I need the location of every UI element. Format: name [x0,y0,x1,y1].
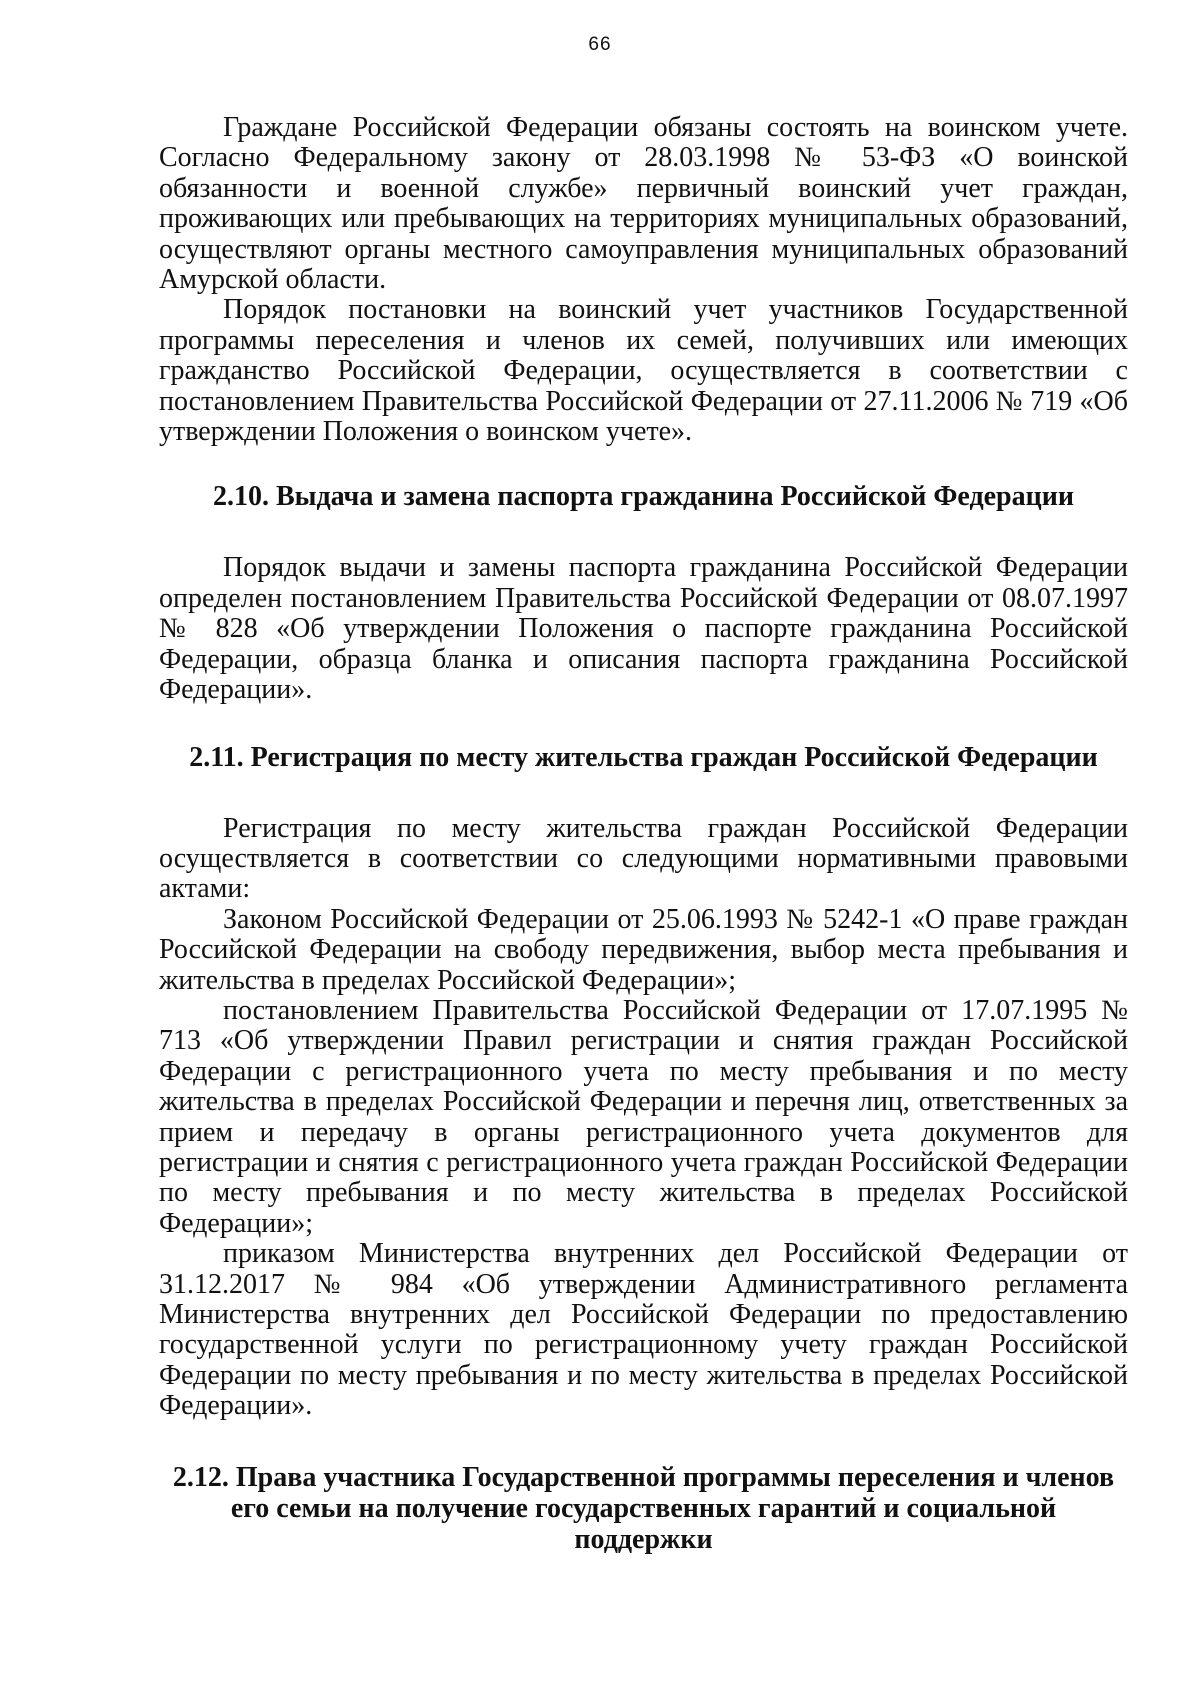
section-heading-2-11: 2.11. Регистрация по месту жительства граждан Российской Федерации [189,741,1098,773]
paragraph-registration-procedure: Порядок постановки на воинский учет участников Государственной программы переселения и членов их семей, получивших или имеющих гражданство Российской Федерации, осуществляется в соответствии с постановлением Правительства Российской Федерации от 27.11.2006 № 719 «Об утверждении Положения о воинском учете». [159,294,1128,448]
section-heading-2-10: 2.10. Выдача и замена паспорта гражданина Российской Федерации [212,481,1075,513]
section-heading-2-12: 2.12. Права участника Государственной программы переселения и членов его семьи на получение государственных гарантий и социальной поддержки [172,1461,1115,1555]
paragraph-resolution-713: постановлением Правительства Российской Федерации от 17.07.1995 № 713 «Об утверждении Правил регистрации и снятия граждан Российской Федерации с регистрационного учета по месту пребывания и по месту жительства в пределах Российской Федерации и перечня лиц, ответственных за прием и передачу в органы регистрационного учета документов для регистрации и снятия с регистрационного учета граждан Российской Федерации по месту пребывания и по месту жительства в пределах Российской Федерации»; [159,994,1128,1239]
document-body [159,113,1128,1555]
paragraph-law-5242-1: Законом Российской Федерации от 25.06.1993 № 5242-1 «О праве граждан Российской Федерации на свободу передвижения, выбор места пребывания и жительства в пределах Российской Федерации»; [159,903,1128,996]
paragraph-military-registration: Граждане Российской Федерации обязаны состоять на воинском учете. Согласно Федеральному закону от 28.03.1998 № 53-ФЗ «О воинской обязанности и военной службе» первичный воинский учет граждан, проживающих или пребывающих на территориях муниципальных образований, осуществляют органы местного самоуправления муниципальных образований Амурской области. [159,112,1128,296]
paragraph-order-984: приказом Министерства внутренних дел Российской Федерации от 31.12.2017 № 984 «Об утверждении Административного регламента Министерства внутренних дел Российской Федерации по предоставлению государственной услуги по регистрационному учету граждан Российской Федерации по месту пребывания и по месту жительства в пределах Российской Федерации». [159,1238,1128,1422]
paragraph-residence-registration: Регистрация по месту жительства граждан Российской Федерации осуществляется в соответствии со следующими нормативными правовыми актами: [159,812,1128,905]
paragraph-passport-procedure: Порядок выдачи и замены паспорта гражданина Российской Федерации определен постановлением Правительства Российской Федерации от 08.07.1997 № 828 «Об утверждении Положения о паспорте гражданина Российской Федерации, образца бланка и описания паспорта гражданина Российской Федерации». [159,552,1128,706]
page-number: 66 [588,34,612,55]
